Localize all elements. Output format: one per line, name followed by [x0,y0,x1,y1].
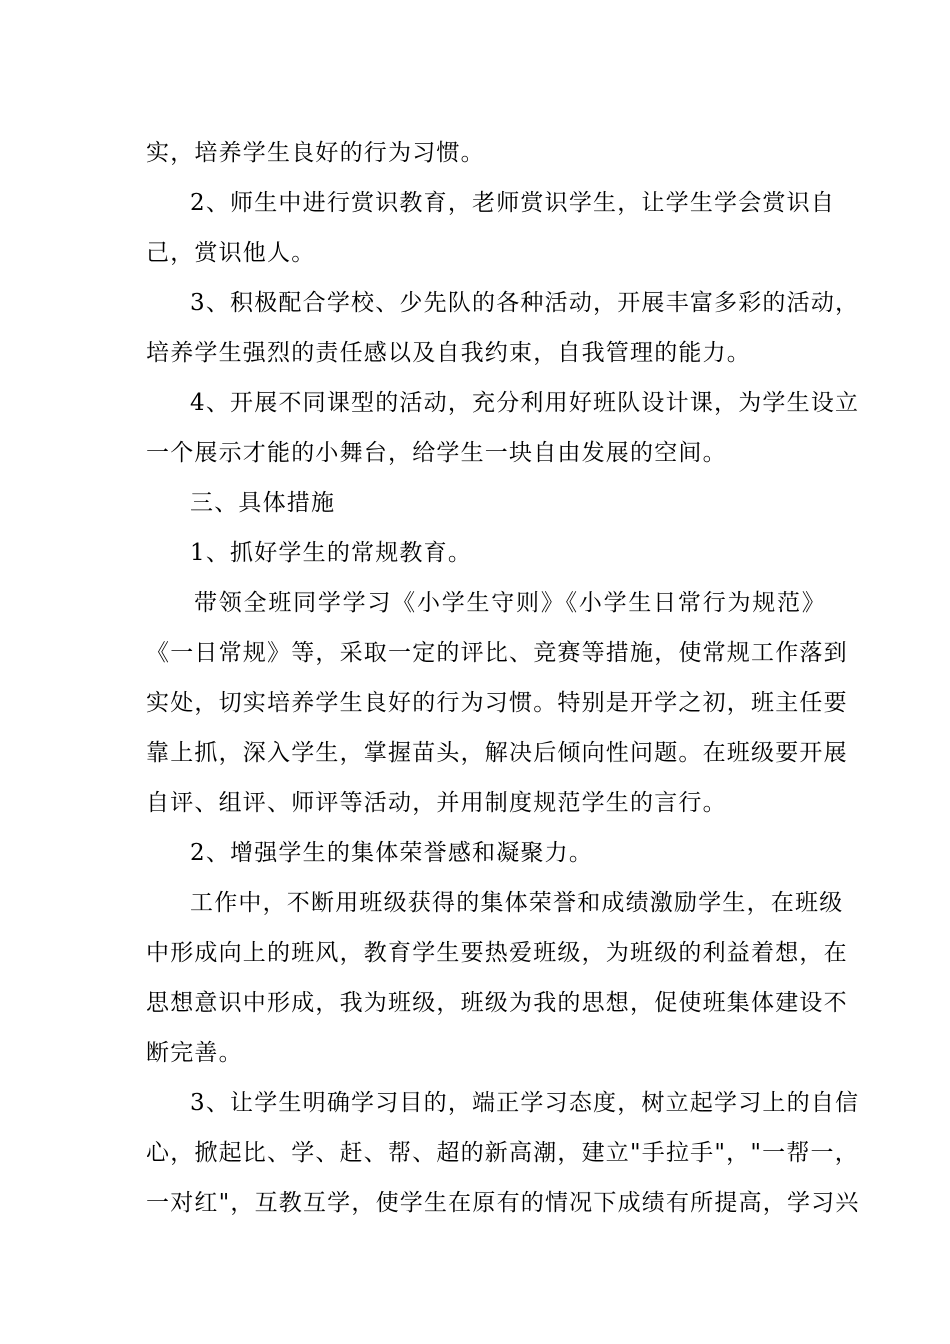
text-line: 带领全班同学学习《小学生守则》《小学生日常行为规范》 [194,590,826,616]
text-line: 工作中，不断用班级获得的集体荣誉和成绩激励学生，在班级 [190,890,844,916]
section-heading: 三、具体措施 [190,490,336,516]
text-line: 心，掀起比、学、赶、帮、超的新高潮，建立"手拉手"，"一帮一， [146,1140,859,1166]
text-line: 一对红"，互教互学，使学生在原有的情况下成绩有所提高，学习兴 [146,1190,860,1216]
text-line: 靠上抓，深入学生，掌握苗头，解决后倾向性问题。在班级要开展 [146,740,848,766]
text-line: 3、让学生明确学习目的，端正学习态度，树立起学习上的自信 [190,1090,860,1116]
text-line: 《一日常规》等，采取一定的评比、竞赛等措施，使常规工作落到 [146,640,848,666]
text-line: 断完善。 [146,1040,243,1066]
text-line: 2、师生中进行赏识教育，老师赏识学生，让学生学会赏识自 [190,190,836,216]
text-line: 思想意识中形成，我为班级，班级为我的思想，促使班集体建设不 [146,990,848,1016]
text-line: 中形成向上的班风，教育学生要热爱班级，为班级的利益着想，在 [146,940,848,966]
text-line: 自评、组评、师评等活动，并用制度规范学生的言行。 [146,790,727,816]
text-line: 3、积极配合学校、少先队的各种活动，开展丰富多彩的活动， [190,290,860,316]
text-line: 己，赏识他人。 [146,240,316,266]
text-line: 实，培养学生良好的行为习惯。 [146,140,485,166]
text-line: 实处，切实培养学生良好的行为习惯。特别是开学之初，班主任要 [146,690,848,716]
subsection-heading: 2、增强学生的集体荣誉感和凝聚力。 [190,840,594,866]
text-line: 一个展示才能的小舞台，给学生一块自由发展的空间。 [146,440,727,466]
text-line: 培养学生强烈的责任感以及自我约束，自我管理的能力。 [146,340,751,366]
subsection-heading: 1、抓好学生的常规教育。 [190,540,473,566]
text-line: 4、开展不同课型的活动，充分利用好班队设计课，为学生设立 [190,390,860,416]
